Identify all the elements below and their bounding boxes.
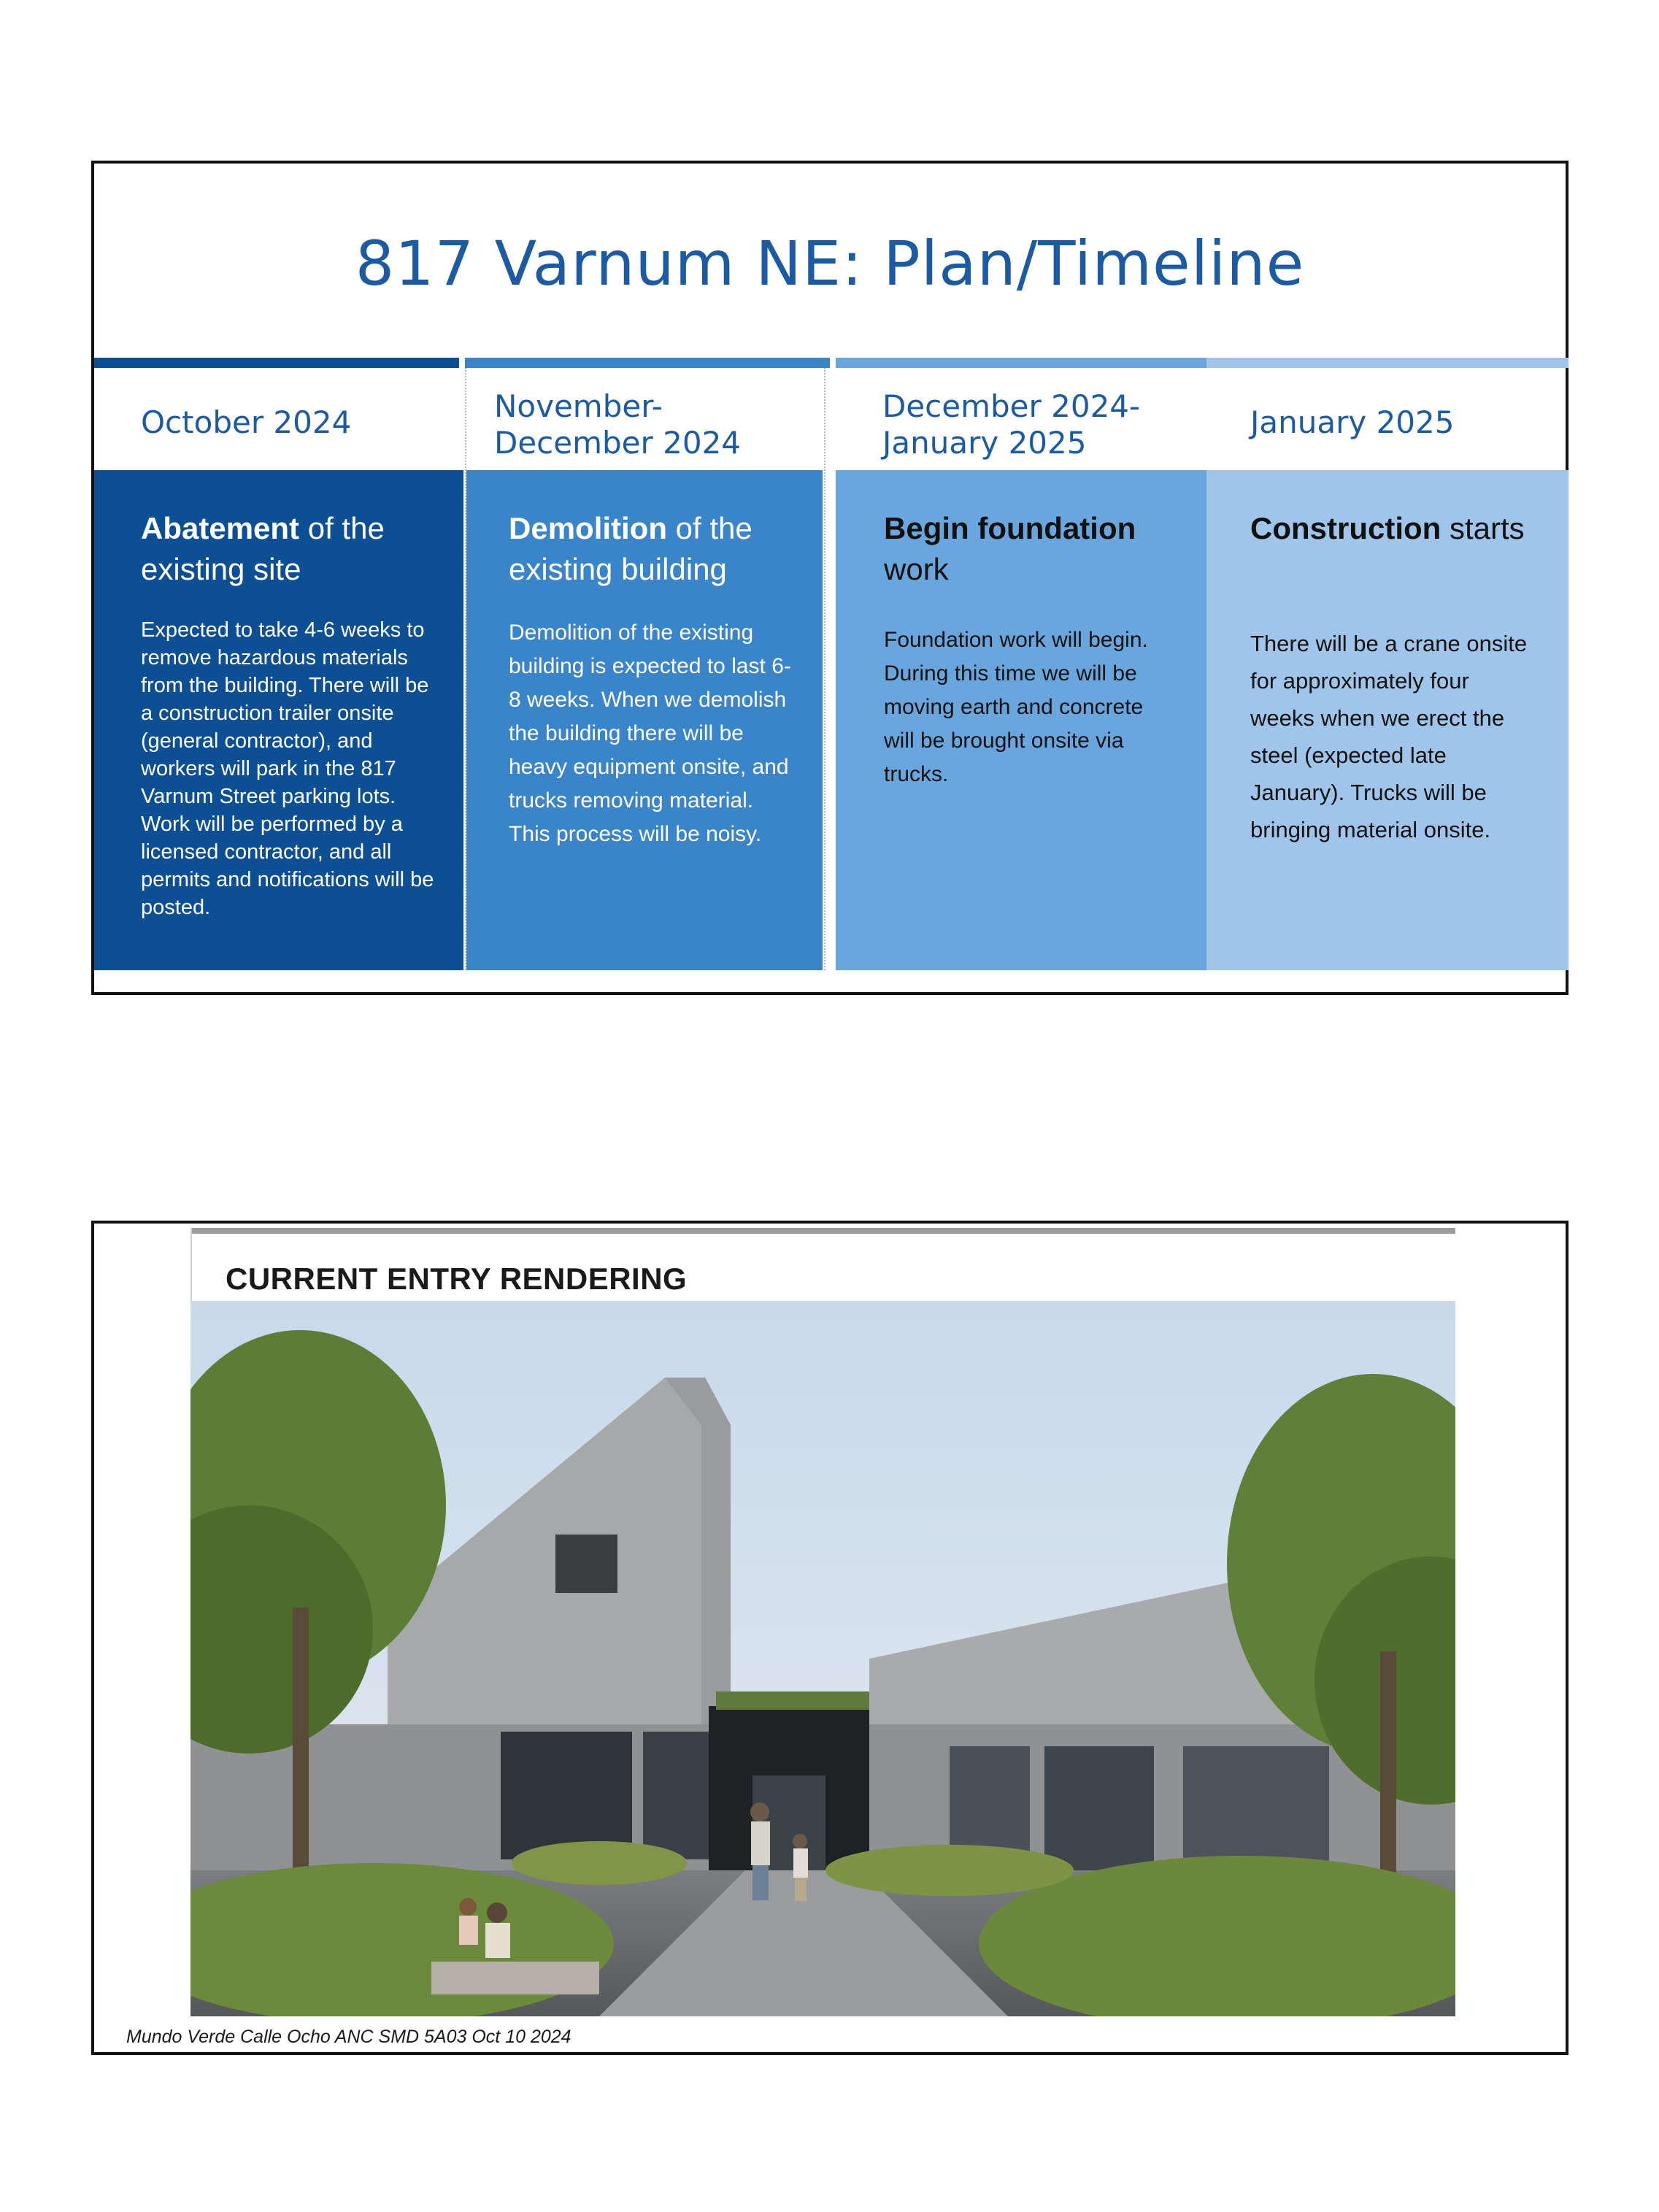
phase-heading: Demolition of the existing building xyxy=(509,511,752,586)
phase-card-4 xyxy=(1206,470,1568,970)
phase-date-3: December 2024- January 2025 xyxy=(882,388,1141,461)
phase-description: Demolition of the existing building is expected to last 6-8 weeks. When we demolish the building there will be heavy equipment onsite, and trucks removing material. This process will be noisy. xyxy=(509,621,791,846)
phase-date-2: November- December 2024 xyxy=(494,388,742,461)
phase-heading: Abatement of the existing site xyxy=(141,511,385,586)
phase-card-1 xyxy=(94,470,463,970)
phase-card-3 xyxy=(836,470,1206,970)
timeline-slide xyxy=(91,161,1568,995)
phase-card-2 xyxy=(466,470,823,970)
phase-description: Expected to take 4-6 weeks to remove hazardous materials from the building. There will be a construction trailer onsite (general contractor), and workers will park in the 817 Varnum Street parking lots. Work will be performed by a licensed contractor, and all permits and notifications will be posted. xyxy=(141,618,434,919)
phase-bar-3 xyxy=(836,358,1206,368)
slide-footer: Mundo Verde Calle Ocho ANC SMD 5A03 Oct 10 2024 xyxy=(126,2027,571,2047)
building-illustration xyxy=(190,1301,1455,2016)
rendering-slide xyxy=(91,1221,1568,2055)
phase-heading: Construction starts xyxy=(1250,511,1525,545)
phase-heading: Begin foundation work xyxy=(884,511,1136,586)
phase-bar-2 xyxy=(465,358,830,368)
separator xyxy=(824,368,825,970)
phase-date-1: October 2024 xyxy=(141,404,352,440)
phase-description: There will be a crane onsite for approximately four weeks when we erect the steel (expected late January). Trucks will be bringing material onsite. xyxy=(1250,631,1528,842)
rendering-heading: CURRENT ENTRY RENDERING xyxy=(226,1261,688,1296)
top-rule xyxy=(190,1228,1455,1234)
phase-date-4: January 2025 xyxy=(1250,404,1455,440)
phase-bar-1 xyxy=(94,358,459,368)
slide-title: 817 Varnum NE: Plan/Timeline xyxy=(355,228,1305,299)
entry-rendering-image xyxy=(190,1301,1455,2016)
phase-bar-4 xyxy=(1206,358,1568,368)
phase-description: Foundation work will begin. During this time we will be moving earth and concrete will be brought onsite via trucks. xyxy=(884,628,1148,786)
